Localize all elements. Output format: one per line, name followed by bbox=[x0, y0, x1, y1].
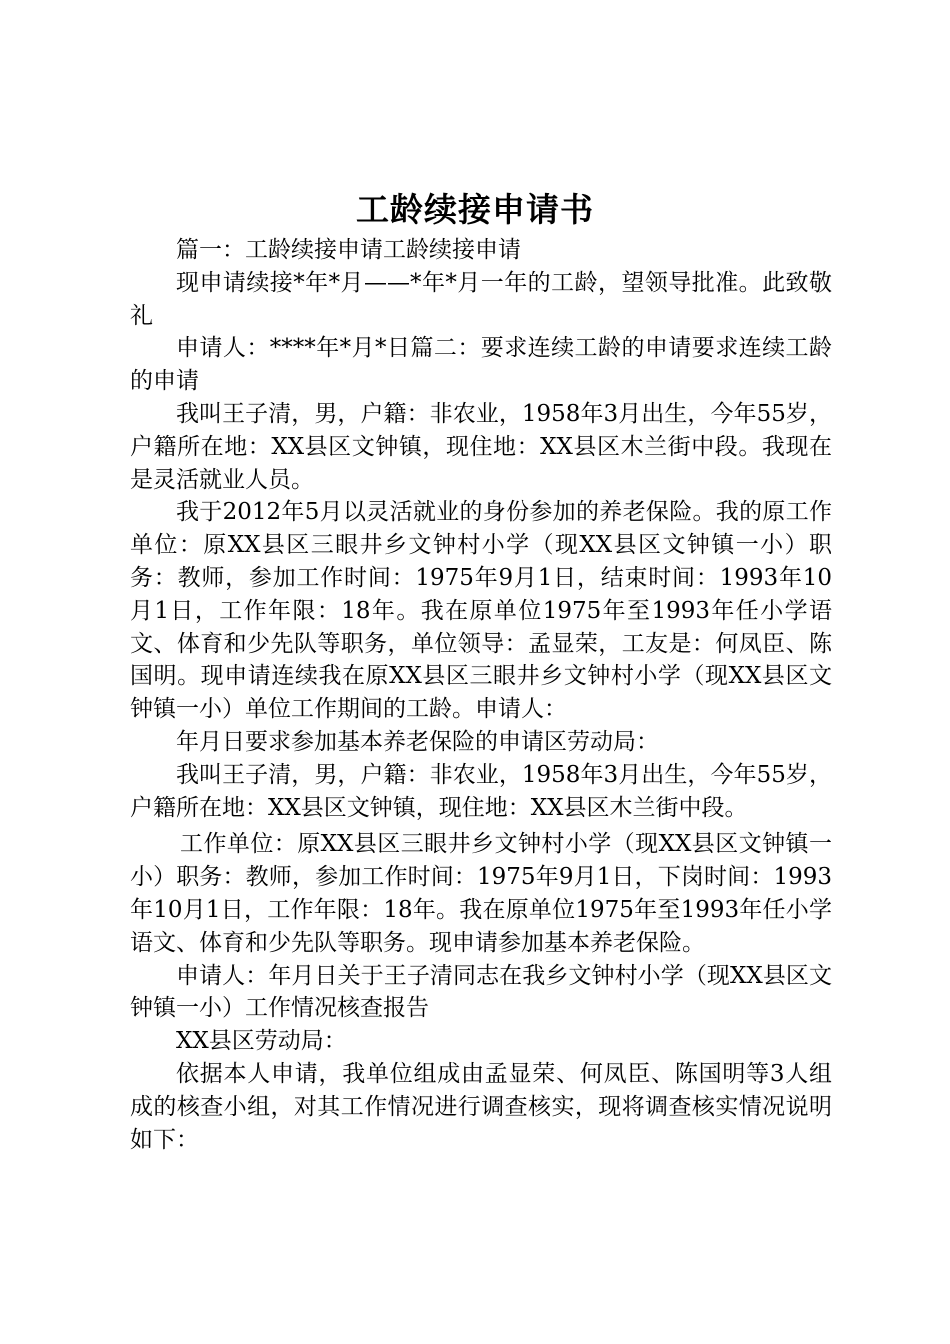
paragraph-9: 申请人：年月日关于王子清同志在我乡文钟村小学（现XX县区文钟镇一小）工作情况核查报告 bbox=[130, 962, 832, 1022]
document-title: 工龄续接申请书 bbox=[356, 190, 594, 229]
paragraph-8: 工作单位：原XX县区三眼井乡文钟村小学（现XX县区文钟镇一小）职务：教师，参加工作时间：1975年9月1日，下岗时间：1993年10月1日，工作年限：18年。我在原单位1975年至1993年任小学语文、体育和少先队等职务。现申请参加基本养老保险。 bbox=[130, 831, 832, 956]
document-body bbox=[130, 234, 832, 1156]
paragraph-5: 我于2012年5月以灵活就业的身份参加的养老保险。我的原工作单位：原XX县区三眼井乡文钟村小学（现XX县区文钟镇一小）职务：教师，参加工作时间：1975年9月1日，结束时间：1993年10月1日，工作年限：18年。我在原单位1975年至1993年任小学语文、体育和少先队等职务，单位领导：孟显荣，工友是：何凤臣、陈国明。现申请连续我在原XX县区三眼井乡文钟村小学（现XX县区文钟镇一小）单位工作期间的工龄。申请人： bbox=[130, 499, 832, 723]
paragraph-11: 依据本人申请，我单位组成由孟显荣、何凤臣、陈国明等3人组成的核查小组，对其工作情况进行调查核实，现将调查核实情况说明如下： bbox=[130, 1060, 832, 1153]
paragraph-1: 篇一：工龄续接申请工龄续接申请 bbox=[176, 237, 521, 263]
paragraph-4: 我叫王子清，男，户籍：非农业，1958年3月出生，今年55岁，户籍所在地：XX县区文钟镇，现住地：XX县区木兰街中段。我现在是灵活就业人员。 bbox=[130, 400, 832, 493]
paragraph-2: 现申请续接*年*月——*年*月一年的工龄，望领导批准。此致敬礼 bbox=[130, 269, 832, 329]
paragraph-10: XX县区劳动局： bbox=[176, 1028, 347, 1055]
paragraph-7: 我叫王子清，男，户籍：非农业，1958年3月出生，今年55岁，户籍所在地：XX县区文钟镇，现住地：XX县区木兰街中段。 bbox=[130, 761, 832, 821]
paragraph-3: 申请人：****年*月*日篇二：要求连续工龄的申请要求连续工龄的申请 bbox=[130, 335, 832, 395]
paragraph-6: 年月日要求参加基本养老保险的申请区劳动局： bbox=[176, 728, 659, 755]
